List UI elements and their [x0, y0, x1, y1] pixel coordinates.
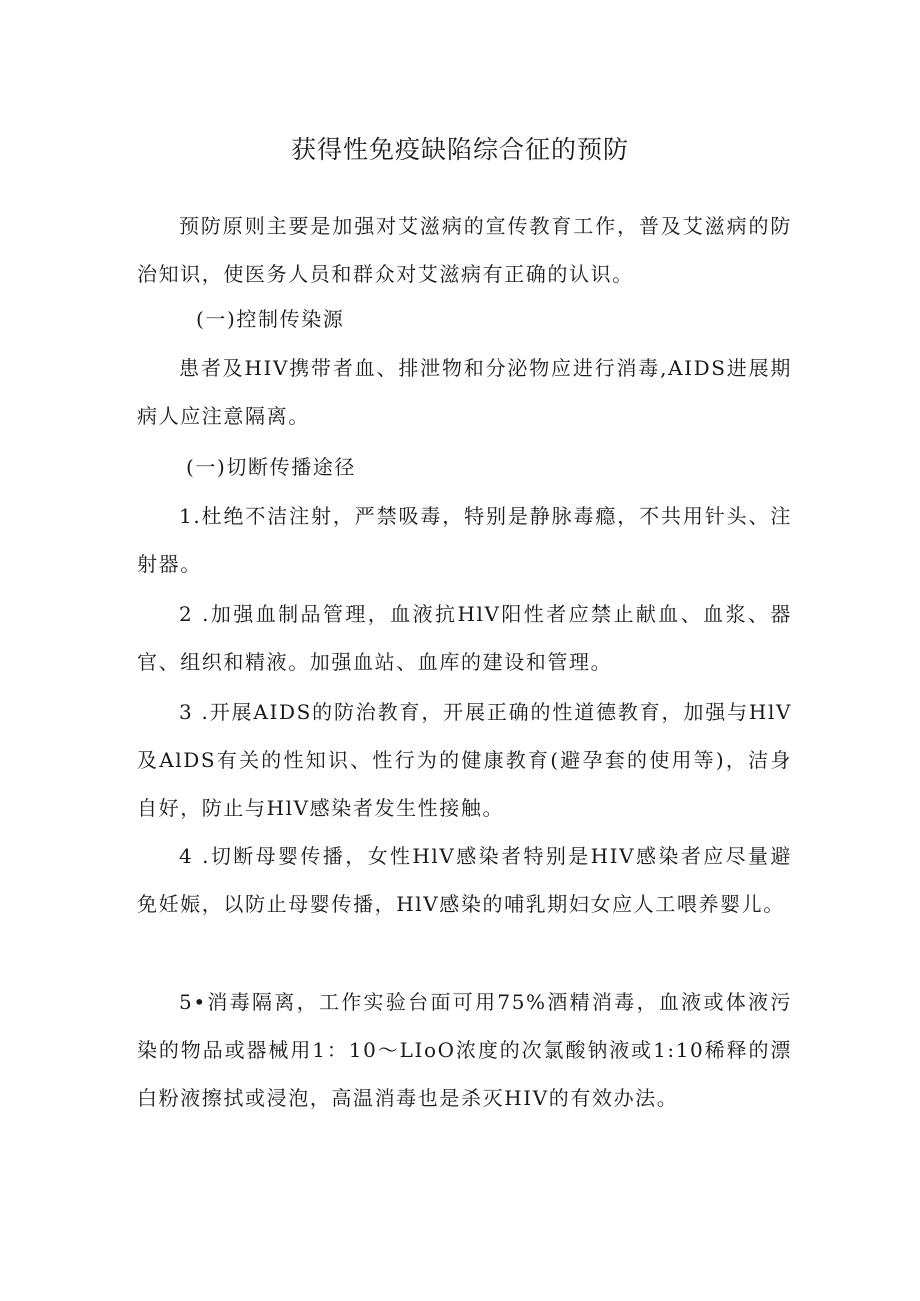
list-item: 1.杜绝不洁注射，严禁吸毒，特别是静脉毒瘾，不共用针头、注射器。 [137, 504, 792, 576]
list-item: 3 .开展AIDS的防治教育，开展正确的性道德教育，加强与HlV及AlDS有关的性知识、性行为的健康教育(避孕套的使用等)，洁身自好，防止与HlV感染者发生性接触。 [137, 700, 792, 820]
section-heading-cut-transmission: (一)切断传播途径 [186, 455, 357, 479]
list-item: 4 .切断母婴传播，女性HlV感染者特别是HIV感染者应尽量避免妊娠，以防止母婴传播，HlV感染的哺乳期妇女应人工喂养婴儿。 [137, 844, 792, 916]
section-body-control-source: 患者及HIV携带者血、排泄物和分泌物应进行消毒,AIDS进展期病人应注意隔离。 [137, 356, 792, 428]
document-title: 获得性免疫缺陷综合征的预防 [290, 135, 629, 164]
list-item: 5•消毒隔离，工作实验台面可用75%酒精消毒，血液或体液污染的物品或器械用1：10～LIoO浓度的次氯酸钠液或1:10稀释的漂白粉液擦拭或浸泡，高温消毒也是杀灭HIV的有效办法。 [137, 990, 792, 1110]
list-item: 2 .加强血制品管理，血液抗HlV阳性者应禁止献血、血浆、器官、组织和精液。加强血站、血库的建设和管理。 [137, 602, 792, 674]
intro-paragraph: 预防原则主要是加强对艾滋病的宣传教育工作，普及艾滋病的防治知识，使医务人员和群众对艾滋病有正确的认识。 [137, 214, 792, 286]
section-heading-control-source: (一)控制传染源 [196, 307, 345, 331]
